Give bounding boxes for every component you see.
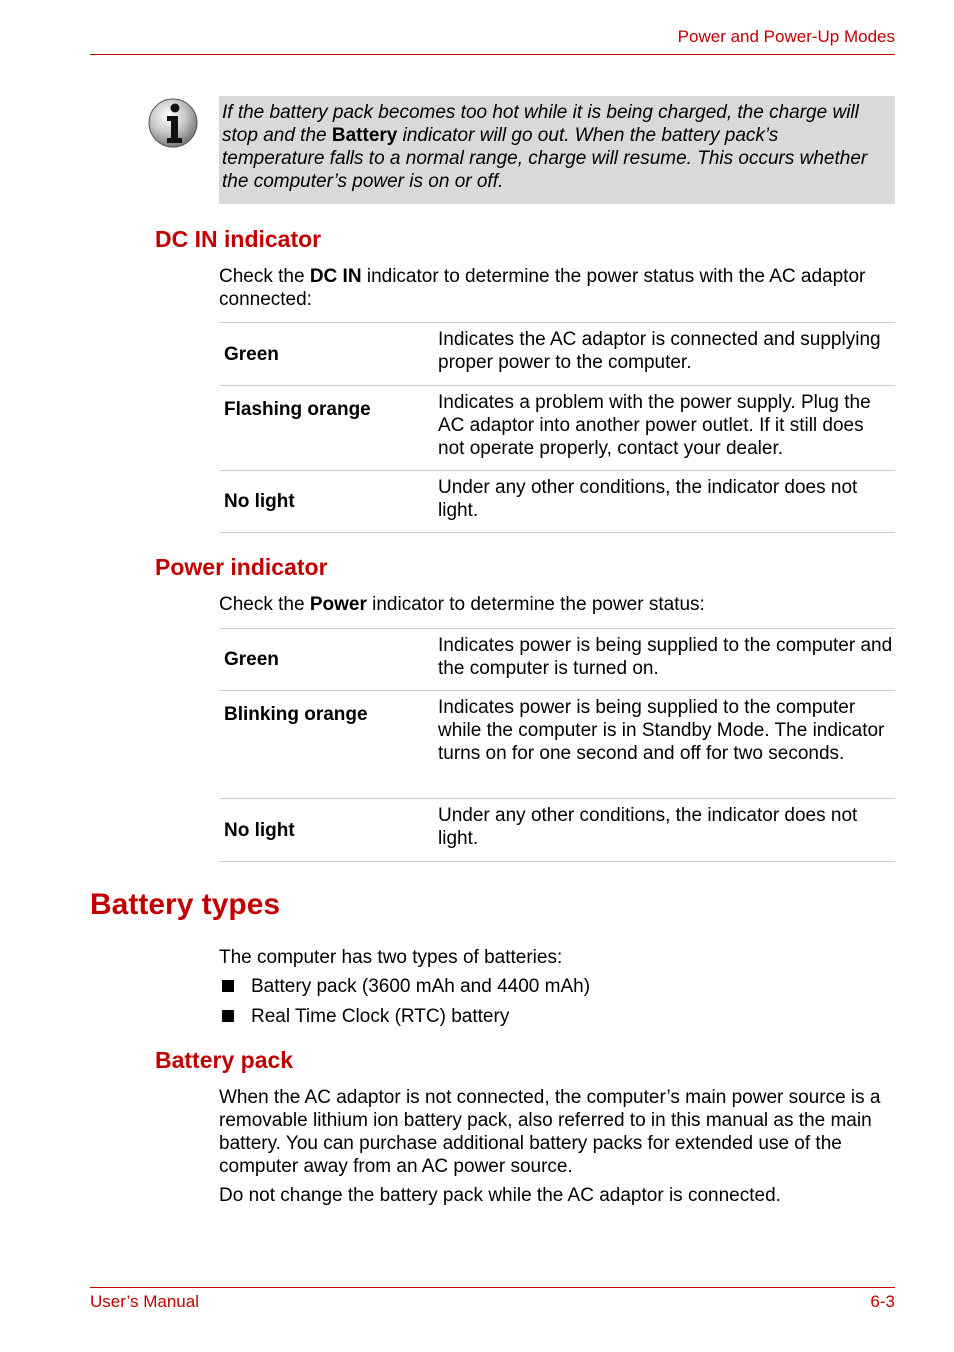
battery-types-intro: The computer has two types of batteries: — [219, 947, 563, 968]
bullet-square-icon — [222, 980, 234, 992]
note-text-2: indicator will go out. When the battery pack’s temperature falls to a normal range, charge will resume. This occurs whether the computer’s power is on or off. — [222, 125, 868, 192]
battery-types-heading: Battery types — [90, 888, 281, 921]
info-icon — [147, 97, 199, 149]
running-header: Power and Power-Up Modes — [677, 27, 895, 46]
list-item-text: Real Time Clock (RTC) battery — [251, 1006, 510, 1027]
desc-cell: Indicates a problem with the power supply. Plug the AC adaptor into another power outlet. If it still does not operate properly, contact your dealer. — [434, 386, 895, 471]
state-cell: No light — [219, 471, 434, 533]
table-row — [219, 386, 895, 471]
list-item-text: Battery pack (3600 mAh and 4400 mAh) — [251, 976, 591, 997]
battery-pack-heading: Battery pack — [155, 1047, 294, 1073]
bullet-square-icon — [222, 1010, 234, 1022]
header-rule — [90, 54, 895, 55]
battery-types-list — [219, 975, 590, 1035]
dc-in-intro — [219, 265, 895, 311]
dc-in-heading: DC IN indicator — [155, 226, 322, 252]
desc-cell: Indicates power is being supplied to the computer while the computer is in Standby Mode. The indicator turns on for one second and off for two seconds. — [434, 691, 895, 799]
table-row — [219, 323, 895, 386]
dc-in-table — [219, 322, 895, 533]
list-item — [219, 1005, 590, 1035]
dc-in-intro-2: indicator to determine the power status with the AC adaptor connected: — [219, 266, 866, 310]
battery-pack-para-1: When the AC adaptor is not connected, the computer’s main power source is a removable lithium ion battery pack, also referred to in this manual as the main battery. You can purchase additional battery packs for extended use of the computer away from an AC power source. — [219, 1087, 881, 1177]
footer-manual-title: User’s Manual — [90, 1292, 199, 1311]
note-box — [219, 96, 895, 204]
state-cell: No light — [219, 799, 434, 862]
state-cell: Green — [219, 629, 434, 691]
power-intro — [219, 593, 895, 616]
state-cell: Flashing orange — [219, 386, 434, 471]
desc-cell: Indicates the AC adaptor is connected and supplying proper power to the computer. — [434, 323, 895, 386]
table-row — [219, 799, 895, 862]
note-text-1: If the battery pack becomes too hot while it is being charged, the charge will stop and the — [222, 102, 859, 146]
power-intro-2: indicator to determine the power status: — [366, 594, 705, 615]
list-item — [219, 975, 590, 1005]
power-intro-1: Check the — [219, 594, 310, 615]
state-cell: Green — [219, 323, 434, 386]
state-cell: Blinking orange — [219, 691, 434, 799]
page-number: 6-3 — [870, 1292, 895, 1311]
footer-rule — [90, 1287, 895, 1288]
power-intro-bold: Power — [309, 594, 367, 615]
power-table — [219, 628, 895, 862]
desc-cell: Under any other conditions, the indicator does not light. — [434, 799, 895, 862]
desc-cell: Indicates power is being supplied to the computer and the computer is turned on. — [434, 629, 895, 691]
dc-in-intro-1: Check the — [219, 266, 310, 287]
note-text-bold: Battery — [331, 125, 398, 146]
table-row — [219, 691, 895, 799]
desc-cell: Under any other conditions, the indicator does not light. — [434, 471, 895, 533]
table-row — [219, 629, 895, 691]
dc-in-intro-bold: DC IN — [309, 266, 362, 287]
table-row — [219, 471, 895, 533]
battery-pack-para-2: Do not change the battery pack while the AC adaptor is connected. — [219, 1185, 781, 1206]
power-heading: Power indicator — [155, 554, 328, 580]
